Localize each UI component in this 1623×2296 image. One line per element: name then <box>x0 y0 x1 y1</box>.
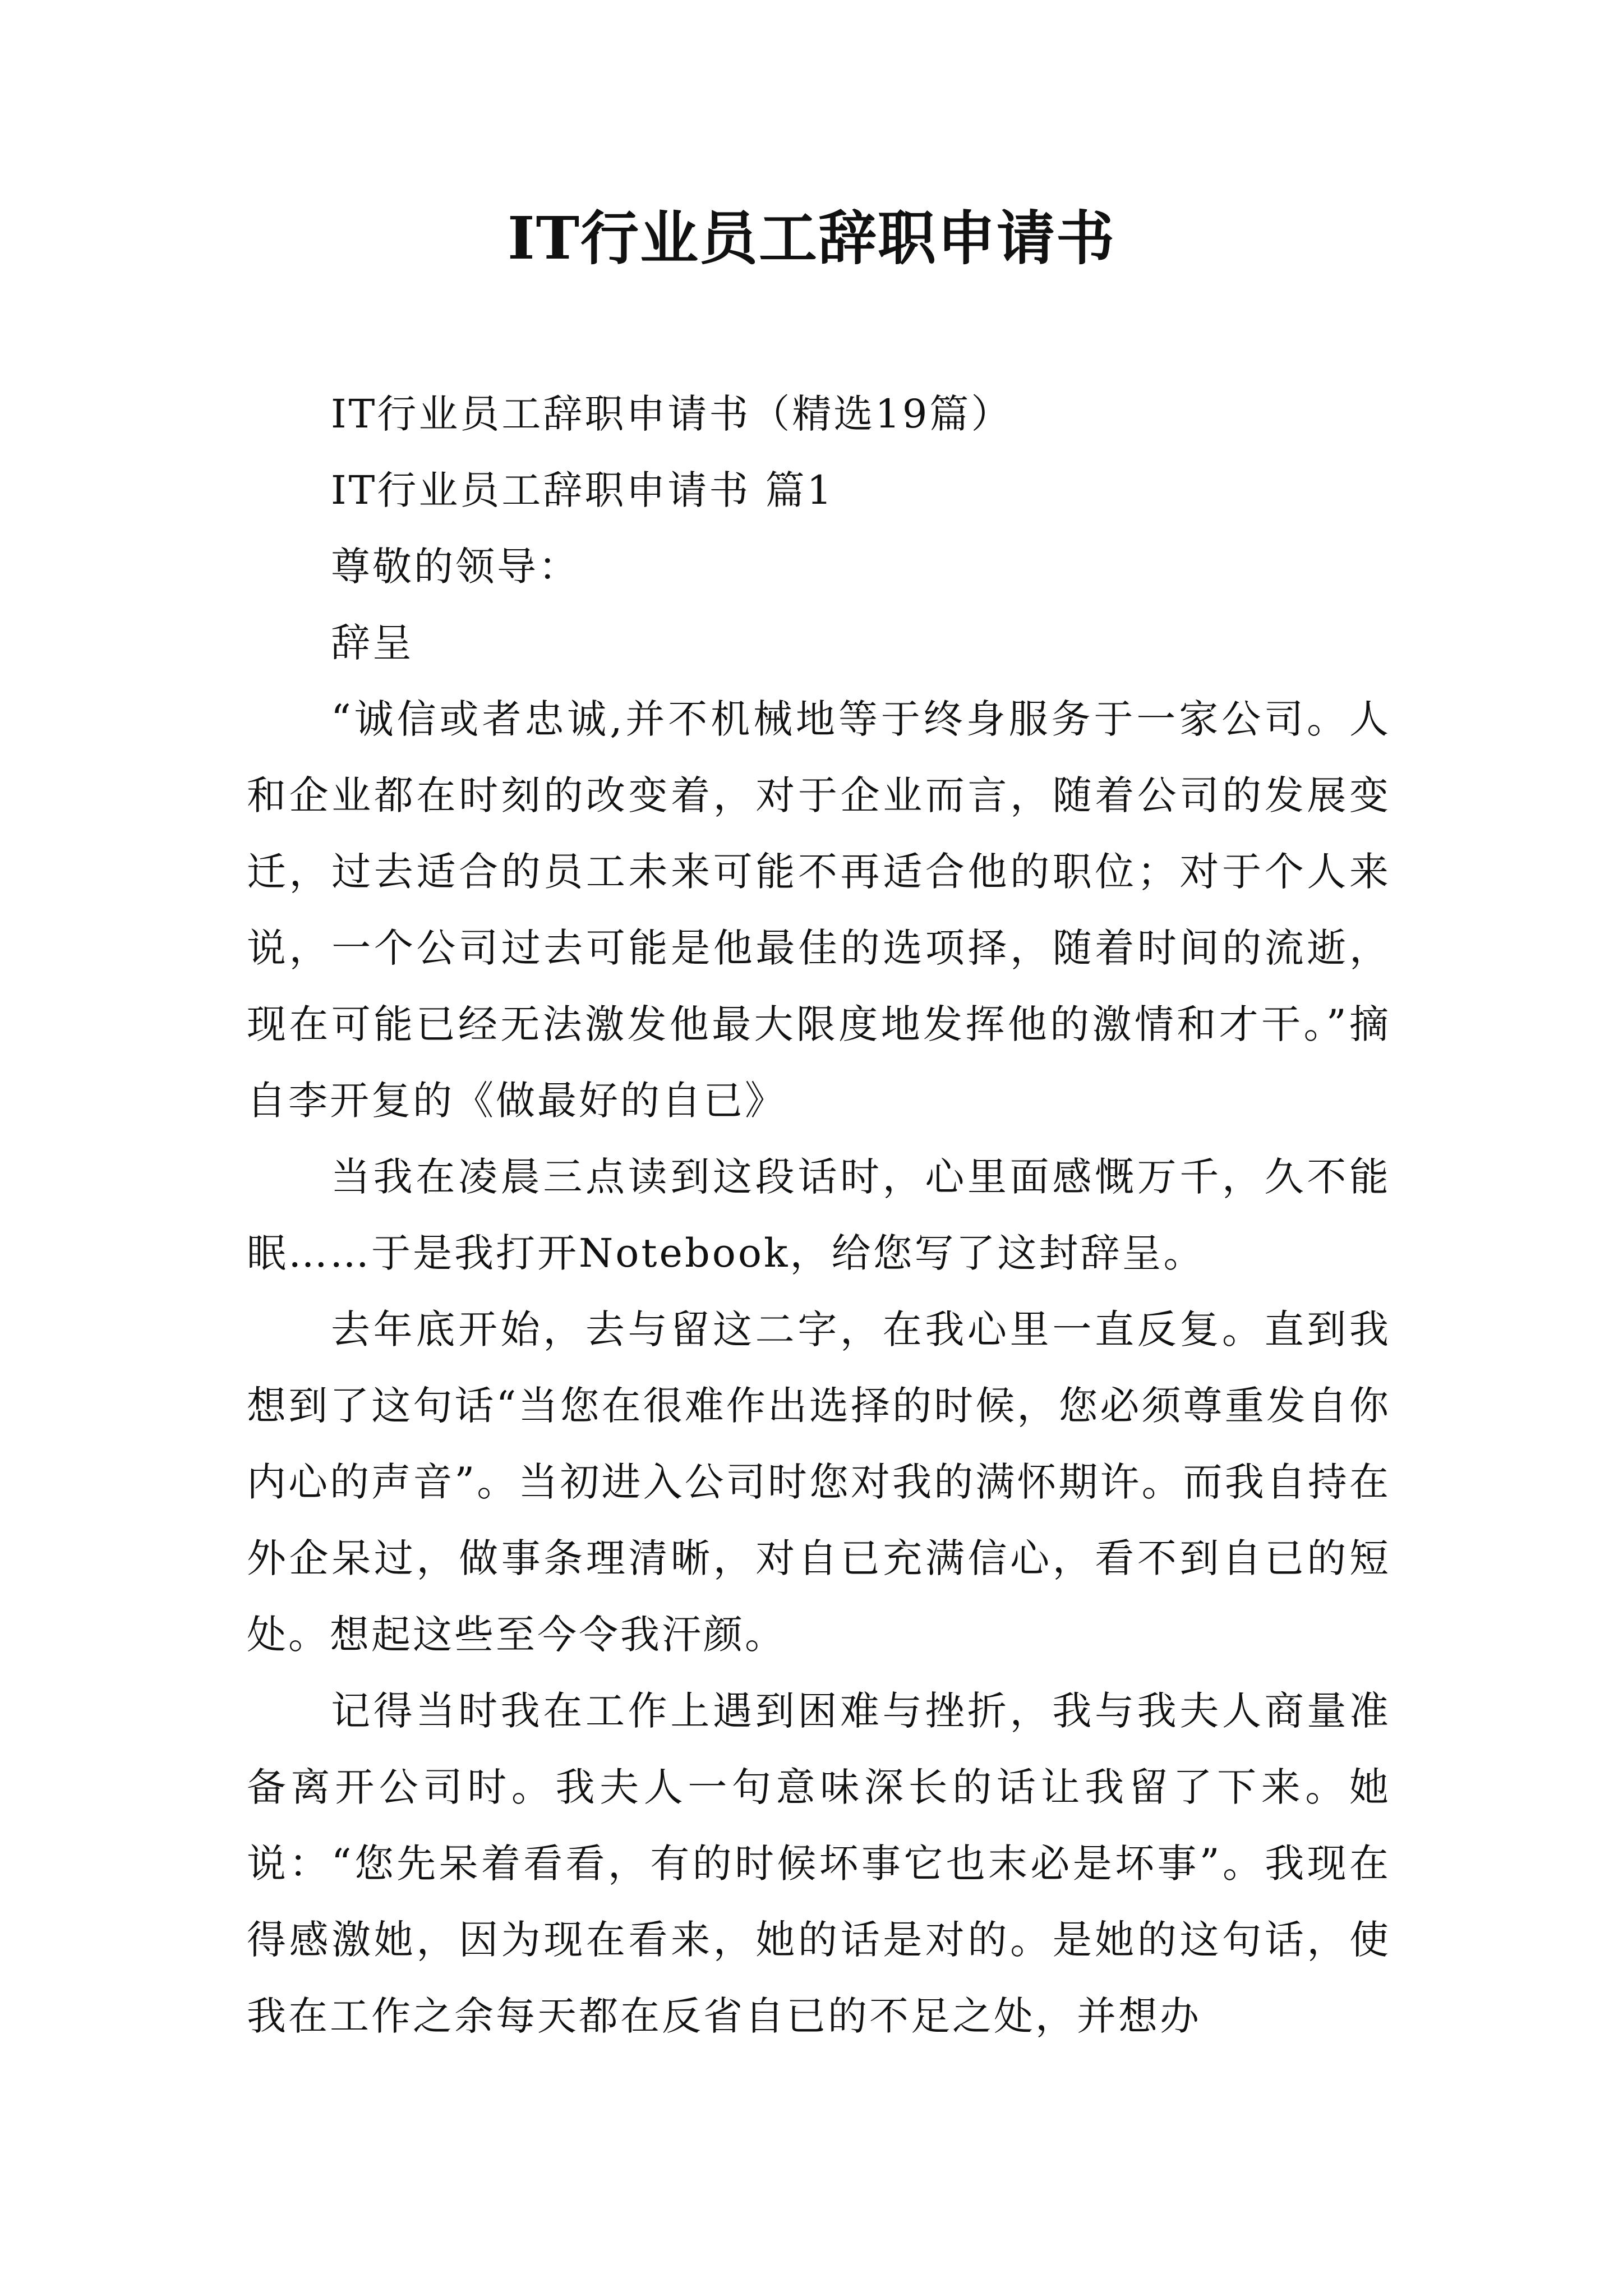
body-paragraph: 记得当时我在工作上遇到困难与挫折，我与我夫人商量准备离开公司时。我夫人一句意味深长的话让我留了下来。她说：“您先呆着看看，有的时候坏事它也末必是坏事”。我现在得感激她，因为现在看来，她的话是对的。是她的这句话，使我在工作之余每天都在反省自已的不足之处，并想办 <box>247 1688 1391 2039</box>
letter-heading: 辞呈 <box>331 620 414 666</box>
subtitle-paragraph: IT行业员工辞职申请书（精选19篇） <box>331 391 1013 437</box>
section-heading: IT行业员工辞职申请书 篇1 <box>331 467 834 513</box>
salutation: 尊敬的领导： <box>331 544 580 590</box>
document-title: IT行业员工辞职申请书 <box>507 204 1116 273</box>
body-paragraph: 当我在凌晨三点读到这段话时，心里面感慨万千，久不能眠……于是我打开Notebook，给您写了这封辞呈。 <box>247 1154 1391 1276</box>
body-paragraph: 去年底开始，去与留这二字，在我心里一直反复。直到我想到了这句话“当您在很难作出选择的时候，您必须尊重发自你内心的声音”。当初进入公司时您对我的满怀期许。而我自持在外企呆过，做事条理清晰，对自已充满信心，看不到自已的短处。想起这些至今令我汗颜。 <box>247 1306 1391 1658</box>
quote-paragraph: “诚信或者忠诚,并不机械地等于终身服务于一家公司。人和企业都在时刻的改变着，对于企业而言，随着公司的发展变迁，过去适合的员工未来可能不再适合他的职位；对于个人来说，一个公司过去可能是他最佳的选项择，随着时间的流逝，现在可能已经无法激发他最大限度地发挥他的激情和才干。”摘自李开复的《做最好的自已》 <box>247 696 1391 1124</box>
document-body <box>247 376 1391 2054</box>
